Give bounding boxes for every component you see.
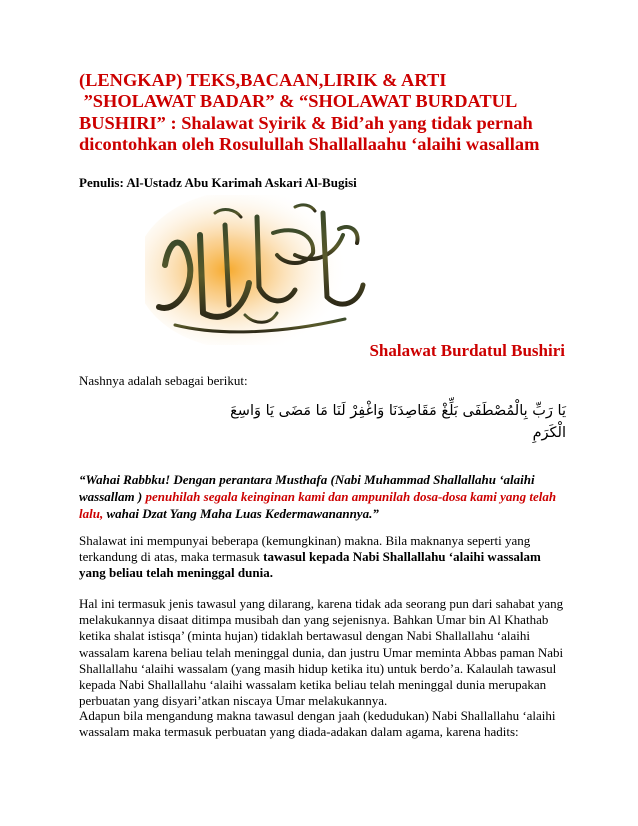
paragraph-3: Adapun bila mengandung makna tawasul dengan jaah (kedudukan) Nabi Shallallahu ‘alaihi wassalam maka termasuk perbuatan yang diada-adakan dalam agama, karena hadits: bbox=[79, 708, 556, 740]
author-line: Penulis: Al-Ustadz Abu Karimah Askari Al-Bugisi bbox=[79, 175, 357, 190]
translation-part-2: penuhilah segala keinginan kami dan ampunilah dosa-dosa kami yang telah lalu, bbox=[79, 489, 557, 521]
title-line-4: dicontohkan oleh Rosulullah Shallallaahu ‘alaihi wasallam bbox=[79, 134, 540, 155]
arabic-text: يَا رَبِّ بِالْمُصْطَفَى بَلِّغْ مَقَاصِدَنَا وَاغْفِرْ لَنَا مَا مَضَى يَا وَاسِعَ الْكَرَمِ bbox=[230, 403, 566, 441]
title-line-2: ”SHOLAWAT BADAR” & “SHOLAWAT BURDATUL bbox=[79, 91, 518, 112]
translation-part-3: wahai Dzat Yang Maha Luas Kedermawanannya.” bbox=[103, 506, 379, 521]
article-title bbox=[79, 70, 579, 156]
calligraphy-image bbox=[145, 195, 375, 345]
paragraph-1-text: Shalawat ini mempunyai beberapa (kemungkinan) makna. Bila maknanya seperti yang terkandung di atas, maka termasuk bbox=[79, 533, 531, 565]
paragraph-1 bbox=[79, 533, 569, 582]
translation-text bbox=[79, 471, 569, 522]
paragraph-2: Hal ini termasuk jenis tawasul yang dilarang, karena tidak ada seorang pun dari sahabat yang melakukannya disaat ditimpa musibah dan yang sejenisnya. Bahkan Umar bin Al Khathab ketika shalat istisqa’ (minta hujan) tidaklah bertawasul dengan Nabi Shallallahu ‘alaihi wassalam karena beliau telah meninggal dunia, dan justru Umar meminta Abbas paman Nabi Shallallahu ‘alaihi wassalam (yang masih hidup ketika itu) untuk berdo’a. Kalaulah tawasul kepada Nabi Shallallahu ‘alaihi wassalam ketika beliau telah meninggal dunia merupakan perbuatan yang disyari’atkan niscaya Umar melakukannya. bbox=[79, 596, 564, 709]
paragraph-1-bold: tawasul kepada Nabi Shallallahu ‘alaihi wassalam yang beliau telah meninggal dunia. bbox=[79, 549, 541, 581]
title-line-1: (LENGKAP) TEKS,BACAAN,LIRIK & ARTI bbox=[79, 70, 447, 90]
translation-part-1: “Wahai Rabbku! Dengan perantara Musthafa (Nabi Muhammad Shallallahu ‘alaihi wassallam ) bbox=[79, 472, 535, 504]
title-line-3: BUSHIRI” : Shalawat Syirik & Bid’ah yang tidak pernah bbox=[79, 112, 533, 133]
section-heading: Shalawat Burdatul Bushiri bbox=[369, 341, 565, 360]
calligraphy-illustration bbox=[145, 195, 375, 345]
intro-text: Nashnya adalah sebagai berikut: bbox=[79, 373, 248, 388]
